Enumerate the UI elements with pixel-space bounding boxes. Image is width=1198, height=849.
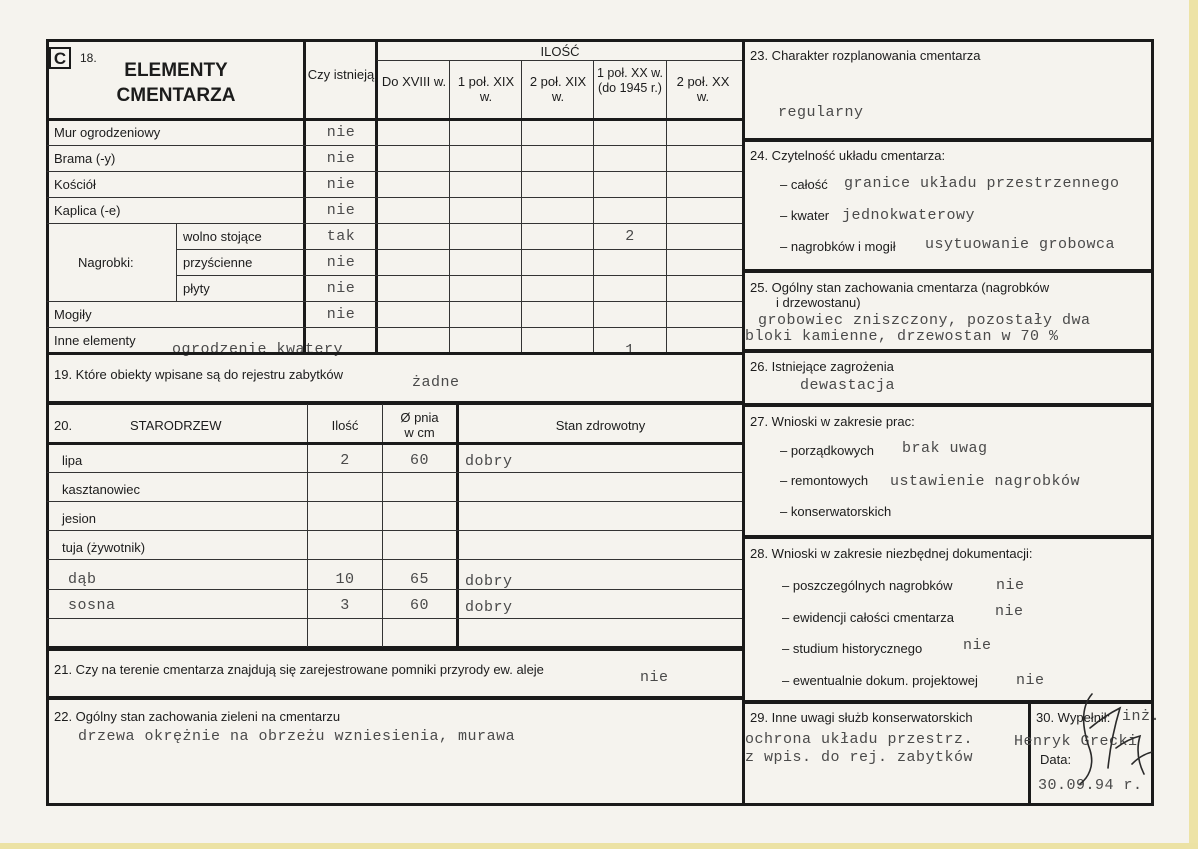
q30-title: inż. xyxy=(1122,708,1161,725)
divider xyxy=(47,501,743,502)
tree-count: 2 xyxy=(340,452,350,469)
period-header: 1 poł. XX w. (do 1945 r.) xyxy=(596,66,663,95)
q26-label: 26. Istniejące zagrożenia xyxy=(750,359,894,374)
divider xyxy=(377,60,743,61)
divider xyxy=(47,327,743,328)
tree-name: tuja (żywotnik) xyxy=(62,540,146,555)
col-diameter-unit: w cm xyxy=(404,425,435,440)
q24-item-label: – całość xyxy=(780,177,828,192)
tree-health: dobry xyxy=(465,599,513,616)
q28-item-value: nie xyxy=(963,637,992,654)
divider xyxy=(449,61,450,354)
q24-item-value: usytuowanie grobowca xyxy=(925,236,1116,253)
divider xyxy=(47,223,743,224)
q28-item-value: nie xyxy=(996,577,1025,594)
row-label: Mur ogrodzeniowy xyxy=(54,125,161,140)
divider xyxy=(666,61,667,354)
divider xyxy=(47,145,743,146)
col-exists-header: Czy istnieją xyxy=(307,67,375,82)
tree-count: 3 xyxy=(340,597,350,614)
q30-date: 30.09.94 r. xyxy=(1038,777,1143,794)
q20-title: STARODRZEW xyxy=(130,418,222,433)
q29-value: ochrona układu przestrz. xyxy=(745,731,974,748)
exists-value: tak xyxy=(326,228,356,245)
exists-value: nie xyxy=(326,306,356,323)
q27-label: 27. Wnioski w zakresie prac: xyxy=(750,414,915,429)
q30-date-label: Data: xyxy=(1040,752,1072,767)
divider xyxy=(47,618,743,619)
paper-edge-bottom xyxy=(0,843,1198,849)
row-label: Kaplica (-e) xyxy=(54,203,121,218)
divider xyxy=(47,171,743,172)
divider xyxy=(176,249,743,250)
q28-item-label: – studium historycznego xyxy=(782,641,923,656)
q27-item-label: – konserwatorskich xyxy=(780,504,892,519)
section-number: 18. xyxy=(80,51,97,65)
divider xyxy=(456,404,459,647)
q23-value: regularny xyxy=(778,104,864,121)
q21-value: nie xyxy=(640,669,669,686)
section-title-line2: CMENTARZA xyxy=(116,85,236,106)
exists-value: nie xyxy=(326,254,356,271)
tree-name: dąb xyxy=(68,571,97,588)
section-badge: C xyxy=(49,47,71,69)
q24-item-label: – kwater xyxy=(780,208,830,223)
divider xyxy=(47,118,743,121)
col-count-header: Ilość xyxy=(331,418,359,433)
exists-value: nie xyxy=(326,280,356,297)
period-header: 2 poł. XX w. xyxy=(676,74,730,104)
divider xyxy=(593,61,594,354)
signature-image xyxy=(1040,688,1161,798)
tree-name: lipa xyxy=(62,453,83,468)
q30-label: 30. Wypełnił: xyxy=(1036,710,1111,725)
q24-item-label: – nagrobków i mogił xyxy=(780,239,896,254)
divider xyxy=(47,442,743,445)
q28-item-label: – ewentualnie dokum. projektowej xyxy=(782,673,978,688)
q25-value: grobowiec zniszczony, pozostały dwa xyxy=(758,312,1091,329)
period-header: 1 poł. XIX w. xyxy=(457,74,515,104)
nagrobki-label: Nagrobki: xyxy=(78,255,134,270)
exists-value: nie xyxy=(326,176,356,193)
col-health-header: Stan zdrowotny xyxy=(555,418,646,433)
q25-value-cont: bloki kamienne, drzewostan w 70 % xyxy=(745,328,1059,345)
divider xyxy=(47,589,743,590)
q27-item-value: ustawienie nagrobków xyxy=(890,473,1081,490)
tree-name: sosna xyxy=(68,597,116,614)
q24-item-value: jednokwaterowy xyxy=(842,207,976,224)
divider xyxy=(521,61,522,354)
tree-name: jesion xyxy=(62,511,96,526)
q28-label: 28. Wnioski w zakresie niezbędnej dokumentacji: xyxy=(750,546,1033,561)
tree-diameter: 60 xyxy=(409,597,429,614)
q25-label-cont: i drzewostanu) xyxy=(776,295,861,310)
q27-item-label: – porządkowych xyxy=(780,443,874,458)
q19-value: żadne xyxy=(412,374,460,391)
q28-item-label: – poszczególnych nagrobków xyxy=(782,578,953,593)
row-label: płyty xyxy=(183,281,210,296)
divider xyxy=(1028,702,1031,805)
q30-name: Henryk Grecki xyxy=(1014,733,1138,750)
divider xyxy=(47,301,743,302)
q19-label: 19. Które obiekty wpisane są do rejestru zabytków xyxy=(54,367,344,382)
tree-health: dobry xyxy=(465,453,513,470)
q28-item-label: – ewidencji całości cmentarza xyxy=(782,610,954,625)
q22-label: 22. Ogólny stan zachowania zieleni na cmentarzu xyxy=(54,709,341,724)
tree-diameter: 60 xyxy=(409,452,429,469)
q20-number: 20. xyxy=(54,418,73,433)
q27-item-value: brak uwag xyxy=(902,440,988,457)
q28-item-value: nie xyxy=(1016,672,1045,689)
exists-value: nie xyxy=(326,124,356,141)
tree-count: 10 xyxy=(335,571,355,588)
row-label: Kościół xyxy=(54,177,96,192)
tree-diameter: 65 xyxy=(409,571,429,588)
paper-edge xyxy=(1189,0,1198,849)
divider xyxy=(47,472,743,473)
q24-label: 24. Czytelność układu cmentarza: xyxy=(750,148,946,163)
section-title-line1: ELEMENTY xyxy=(124,60,228,81)
divider xyxy=(47,530,743,531)
col-diameter-header: Ø pnia xyxy=(400,410,439,425)
q25-label: 25. Ogólny stan zachowania cmentarza (nagrobków xyxy=(750,280,1050,295)
tree-health: dobry xyxy=(465,573,513,590)
count-value: 1 xyxy=(625,342,635,359)
tree-name: kasztanowiec xyxy=(62,482,141,497)
q29-label: 29. Inne uwagi służb konserwatorskich xyxy=(750,710,973,725)
q23-label: 23. Charakter rozplanowania cmentarza xyxy=(750,48,981,63)
row-label: wolno stojące xyxy=(183,229,262,244)
other-elements-value: ogrodzenie kwatery xyxy=(172,341,344,358)
quantity-header: ILOŚĆ xyxy=(540,44,580,59)
divider xyxy=(176,223,177,302)
q26-value: dewastacja xyxy=(800,377,896,394)
q22-value: drzewa okrężnie na obrzeżu wzniesienia, murawa xyxy=(78,728,516,745)
exists-value: nie xyxy=(326,150,356,167)
count-value: 2 xyxy=(625,228,635,245)
row-label: Inne elementy xyxy=(54,333,136,348)
divider xyxy=(47,559,743,560)
divider xyxy=(47,197,743,198)
row-label: przyścienne xyxy=(183,255,253,270)
q21-label: 21. Czy na terenie cmentarza znajdują się zarejestrowane pomniki przyrody ew. aleje xyxy=(54,662,544,677)
q24-item-value: granice układu przestrzennego xyxy=(844,175,1120,192)
exists-value: nie xyxy=(326,202,356,219)
divider xyxy=(176,275,743,276)
q29-value-cont: z wpis. do rej. zabytków xyxy=(745,749,974,766)
row-label: Mogiły xyxy=(54,307,92,322)
q28-item-value: nie xyxy=(995,603,1024,620)
row-label: Brama (-y) xyxy=(54,151,116,166)
period-header: 2 poł. XIX w. xyxy=(529,74,587,104)
q27-item-label: – remontowych xyxy=(780,473,869,488)
period-header: Do XVIII w. xyxy=(381,74,447,89)
